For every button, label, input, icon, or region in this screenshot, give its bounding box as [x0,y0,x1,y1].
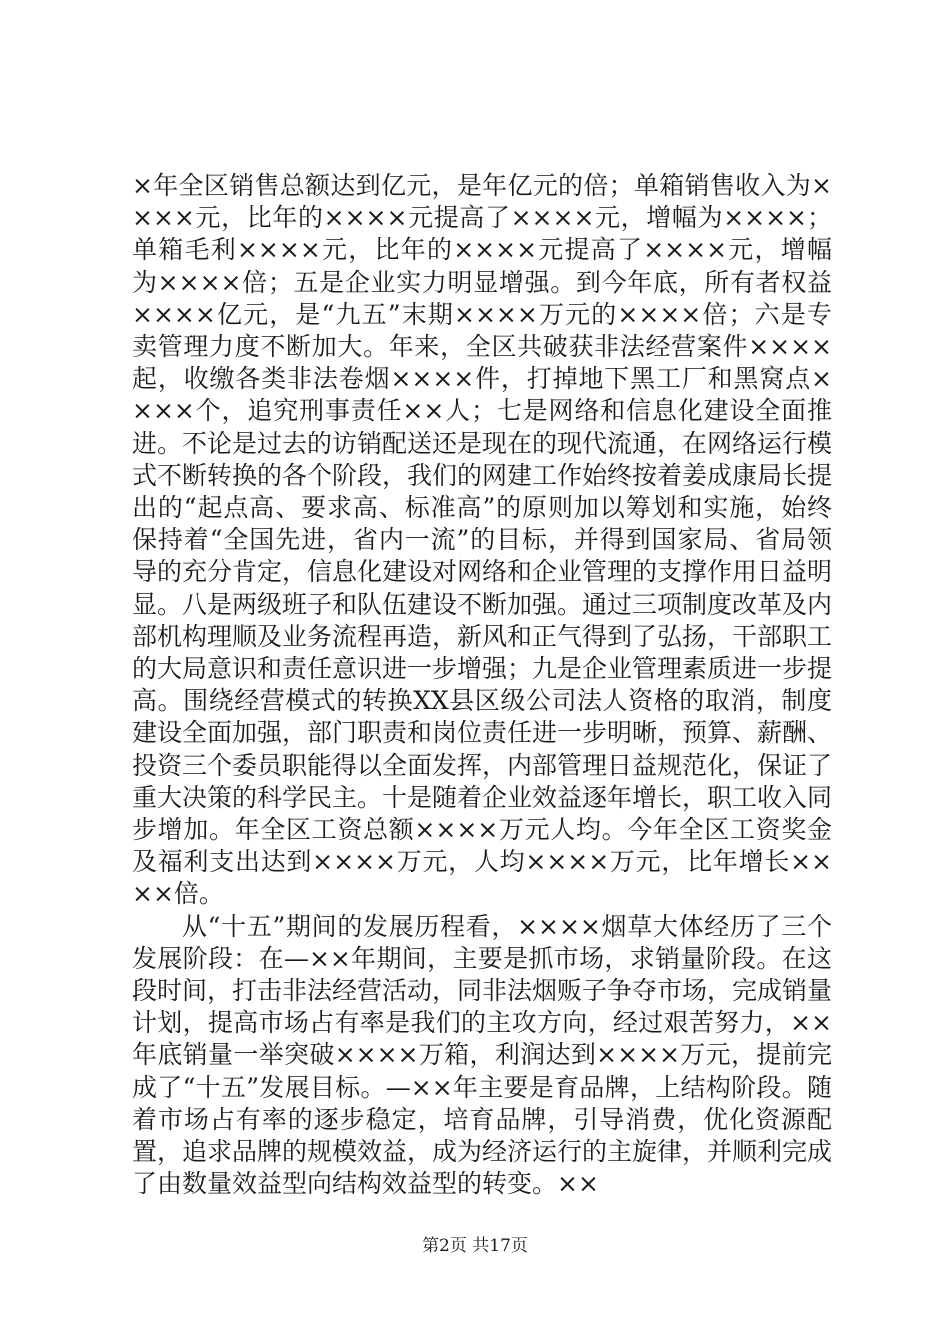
paragraph-development-stages: 从“十五”期间的发展历程看，××××烟草大体经历了三个发展阶段：在—××年期间，主要是抓市场，求销量阶段。在这段时间，打击非法经营活动，同非法烟贩子争夺市场，完成销量计划，提高市场占有率是我们的主攻方向，经过艰苦努力，××年底销量一举突破××××万箱，利润达到××××万元，提前完成了“十五”发展目标。—××年主要是育品牌，上结构阶段。随着市场占有率的逐步稳定，培育品牌，引导消费，优化资源配置，追求品牌的规模效益，成为经济运行的主旋律，并顺利完成了由数量效益型向结构效益型的转变。×× [132,911,833,1199]
page-number-footer: 第2页 共17页 [422,1236,528,1256]
paragraph-continuation: ×年全区销售总额达到亿元，是年亿元的倍；单箱销售收入为××××元，比年的××××元提高了××××元，增幅为××××；单箱毛利××××元，比年的××××元提高了××××元，增幅为××××倍；五是企业实力明显增强。到今年底，所有者权益××××亿元，是“九五”末期××××万元的××××倍；六是专卖管理力度不断加大。年来，全区共破获非法经营案件××××起，收缴各类非法卷烟××××件，打掉地下黑工厂和黑窝点××××个，追究刑事责任××人；七是网络和信息化建设全面推进。不论是过去的访销配送还是现在的现代流通，在网络运行模式不断转换的各个阶段，我们的网建工作始终按着姜成康局长提出的“起点高、要求高、标准高”的原则加以筹划和实施，始终保持着“全国先进，省内一流”的目标，并得到国家局、省局领导的充分肯定，信息化建设对网络和企业管理的支撑作用日益明显。八是两级班子和队伍建设不断加强。通过三项制度改革及内部机构理顺及业务流程再造，新风和正气得到了弘扬，干部职工的大局意识和责任意识进一步增强；九是企业管理素质进一步提高。围绕经营模式的转换XX县区级公司法人资格的取消，制度建设全面加强，部门职责和岗位责任进一步明晰，预算、薪酬、投资三个委员职能得以全面发挥，内部管理日益规范化，保证了重大决策的科学民主。十是随着企业效益逐年增长，职工收入同步增加。年全区工资总额××××万元人均。今年全区工资奖金及福利支出达到××××万元，人均××××万元，比年增长××××倍。 [132,171,833,909]
document-body [132,170,832,1201]
